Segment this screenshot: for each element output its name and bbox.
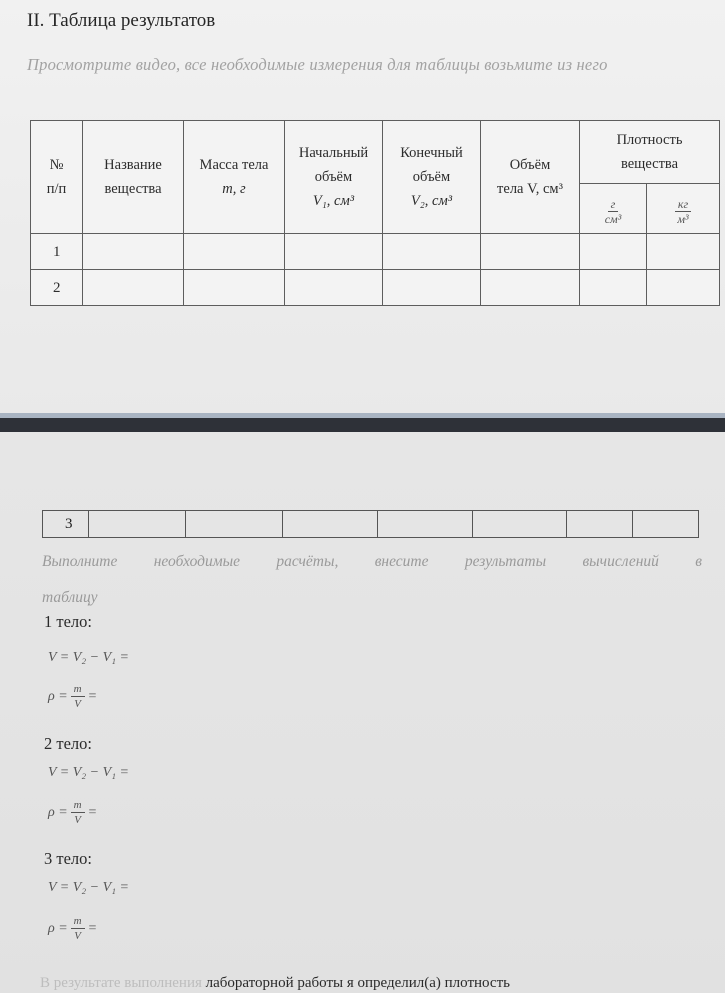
header-body-volume: Объём тела V, см³ xyxy=(481,121,580,234)
body-2-volume-formula: V = V₂ − V₁ = xyxy=(48,765,129,780)
cell-input[interactable] xyxy=(633,511,699,538)
cell-input[interactable] xyxy=(567,511,633,538)
body-1-volume-formula: V = V₂ − V₁ = xyxy=(48,650,129,665)
density-unit-g-per-cm3: $\frac{г}{\text{см³}}$ xyxy=(580,184,647,234)
calc-instruction: Выполните необходимые расчёты, внесите результаты вычислений в таблицу xyxy=(42,553,702,606)
density-unit-kg-per-m3: $\frac{кг}{\text{м³}}$ xyxy=(647,184,720,234)
cell-input[interactable] xyxy=(481,270,580,306)
table-row xyxy=(31,234,720,270)
body-2-density-formula: ρ = $\frac{m}{V}$ = xyxy=(48,799,98,826)
cell-input[interactable] xyxy=(83,234,184,270)
cell-input[interactable] xyxy=(473,511,567,538)
section-title: II. Таблица результатов xyxy=(27,10,216,31)
header-density: Плотность вещества xyxy=(580,121,720,184)
header-name: Название вещества xyxy=(83,121,184,234)
body-1-label: 1 тело: xyxy=(44,612,92,631)
cell-input[interactable] xyxy=(647,270,720,306)
cell-input[interactable] xyxy=(481,234,580,270)
row-number: 3 xyxy=(43,511,89,538)
results-table-continued xyxy=(42,510,699,538)
instruction-text: Просмотрите видео, все необходимые измерения для таблицы возьмите из него xyxy=(27,55,608,74)
header-num: № п/п xyxy=(31,121,83,234)
cell-input[interactable] xyxy=(378,511,473,538)
cell-input[interactable] xyxy=(580,234,647,270)
row-number: 2 xyxy=(31,270,83,306)
table-row xyxy=(43,511,699,538)
body-2-label: 2 тело: xyxy=(44,734,92,753)
header-mass: Масса тела m, г xyxy=(184,121,285,234)
cell-input[interactable] xyxy=(283,511,378,538)
cell-input[interactable] xyxy=(285,234,383,270)
header-final-volume: Конечный объём V₂, см³ xyxy=(383,121,481,234)
cell-input[interactable] xyxy=(186,511,283,538)
cell-input[interactable] xyxy=(89,511,186,538)
cell-input[interactable] xyxy=(184,234,285,270)
cell-input[interactable] xyxy=(285,270,383,306)
table-row xyxy=(31,270,720,306)
body-3-density-formula: ρ = $\frac{m}{V}$ = xyxy=(48,915,98,942)
cell-input[interactable] xyxy=(580,270,647,306)
conclusion-text-cutoff: В результате выполнения лабораторной работы я определил(а) плотность xyxy=(40,975,510,991)
page-divider xyxy=(0,418,725,432)
body-3-volume-formula: V = V₂ − V₁ = xyxy=(48,880,129,895)
header-initial-volume: Начальный объём V₁, см³ xyxy=(285,121,383,234)
body-1-density-formula: ρ = $\frac{m}{V}$ = xyxy=(48,683,98,710)
cell-input[interactable] xyxy=(383,234,481,270)
row-number: 1 xyxy=(31,234,83,270)
cell-input[interactable] xyxy=(184,270,285,306)
cell-input[interactable] xyxy=(647,234,720,270)
body-3-label: 3 тело: xyxy=(44,849,92,868)
cell-input[interactable] xyxy=(83,270,184,306)
cell-input[interactable] xyxy=(383,270,481,306)
results-table xyxy=(30,120,720,306)
